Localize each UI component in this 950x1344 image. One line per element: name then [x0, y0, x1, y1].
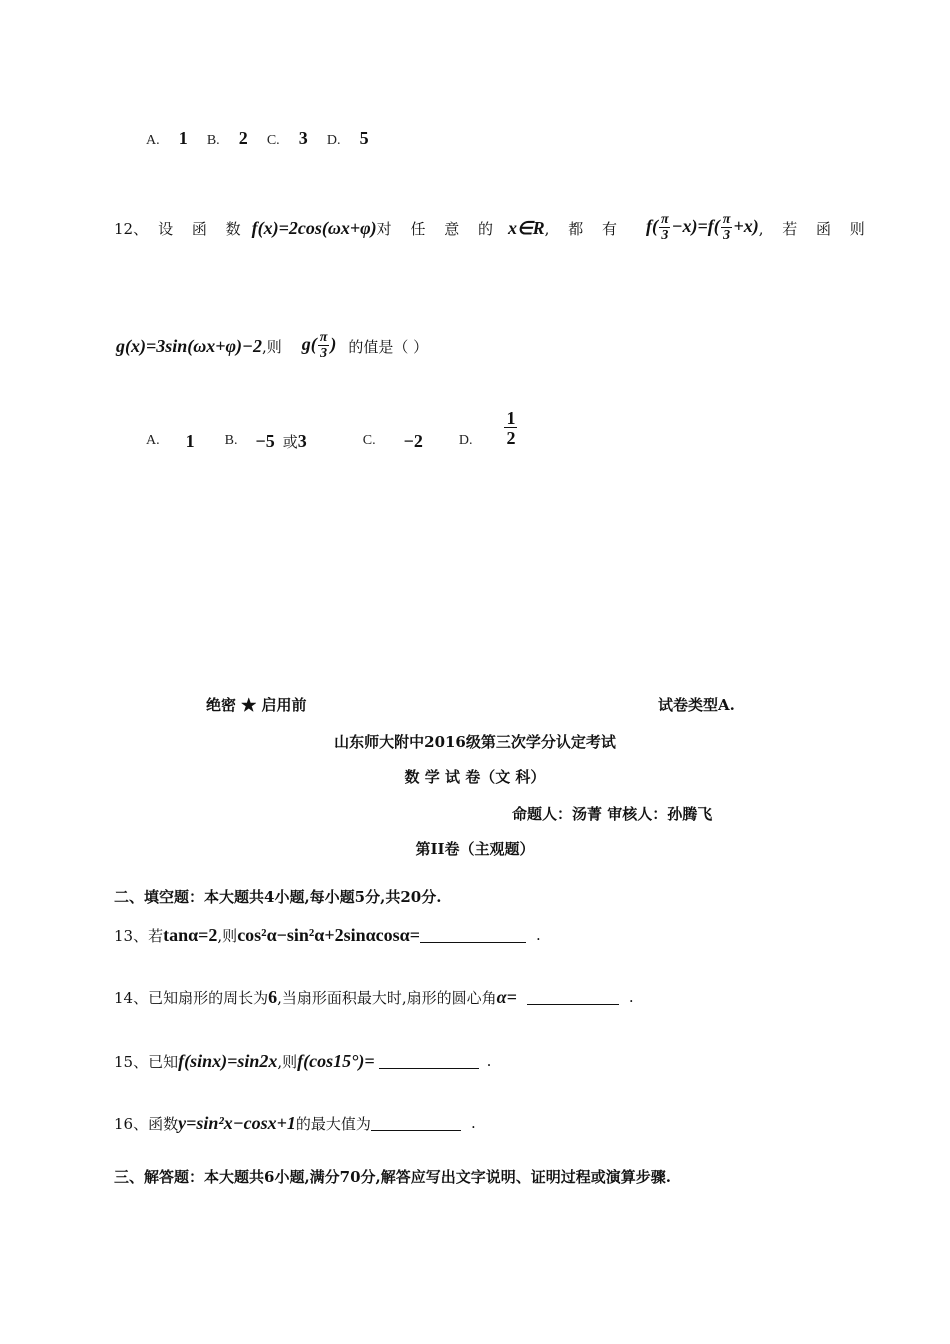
q13-mid: ,则: [217, 926, 238, 945]
q14-prefix: 14、已知扇形的周长为: [114, 988, 269, 1007]
q16: [114, 1108, 476, 1138]
q16-prefix: 16、函数: [114, 1114, 179, 1133]
q15-end: .: [486, 1052, 492, 1070]
q13-expression: cos²α−sin²α+2sinαcosα=: [237, 924, 420, 945]
q12-options: [146, 408, 518, 458]
q12-option-c-value: −2: [403, 430, 423, 451]
q12-function-g: g(x)=3sin(ωx+φ)−2: [116, 335, 262, 356]
q11-option-c-letter: C.: [266, 133, 280, 148]
q12-x-in-r: x∈R: [507, 217, 545, 238]
q12-option-d-letter: D.: [458, 433, 473, 448]
q14: [114, 984, 634, 1010]
exam-subject: 数 学 试 卷（文 科）: [404, 768, 546, 786]
q12-line-2: [116, 324, 428, 368]
q12-text-5: ,则: [261, 337, 282, 356]
q12-function-f: f(x)=2cos(ωx+φ): [251, 217, 377, 238]
q12-cond-left: f(: [645, 216, 658, 237]
paper-part: 第II卷（主观题）: [415, 840, 535, 858]
paper-type: 试卷类型A.: [658, 696, 735, 714]
q12-option-b-value: −5: [255, 430, 275, 451]
q11-option-a-letter: A.: [146, 133, 160, 148]
q11-option-a-value: 1: [178, 128, 188, 148]
pi-numerator: π: [660, 212, 669, 227]
q12-text-3: , 都 有: [544, 219, 624, 238]
exam-authors: 命题人：汤菁 审核人：孙腾飞: [512, 805, 713, 823]
q12-frac-pi-3-c: [318, 331, 330, 361]
section-2-heading: 二、填空题：本大题共4小题,每小题5分,共20分.: [114, 888, 442, 906]
q15-condition: f(sinx)=sin2x: [178, 1050, 278, 1071]
fraction-denominator: 2: [506, 428, 516, 448]
q11-option-d-letter: D.: [326, 133, 341, 148]
q12-option-a-value: 1: [185, 430, 195, 451]
q12-option-c-letter: C.: [362, 433, 376, 448]
section-3-heading: 三、解答题：本大题共6小题,满分70分,解答应写出文字说明、证明过程或演算步骤.: [114, 1168, 671, 1186]
q12-g-at: g(: [301, 334, 317, 355]
three-denominator: 3: [723, 228, 731, 243]
pi-numerator: π: [722, 212, 731, 227]
pi-numerator: π: [319, 330, 328, 345]
three-denominator: 3: [320, 346, 328, 361]
q12-cond-mid: −x)=f(: [671, 216, 720, 237]
q12-text-1: 设 函 数: [158, 219, 248, 238]
q15-mid: ,则: [277, 1052, 298, 1071]
q12-option-b-letter: B.: [224, 433, 238, 448]
q16-answer-blank[interactable]: [371, 1116, 461, 1131]
q13: [114, 922, 541, 948]
q14-answer-blank[interactable]: [527, 990, 619, 1005]
q16-function: y=sin²x−cosx+1: [178, 1112, 296, 1133]
q12-frac-pi-3-a: [659, 213, 671, 243]
q13-prefix: 13、若: [114, 926, 164, 945]
q12-frac-pi-3-b: [721, 213, 733, 243]
q16-mid: 的最大值为: [295, 1114, 371, 1133]
q15: [114, 1046, 491, 1076]
q14-end: .: [628, 988, 634, 1006]
q14-alpha: α=: [496, 986, 517, 1007]
three-denominator: 3: [661, 228, 669, 243]
confidential-label: 绝密 ★ 启用前: [206, 696, 307, 714]
q12-option-b-extra: 3: [297, 430, 307, 451]
q11-option-b-value: 2: [238, 128, 248, 148]
q12-text-6: 的值是（ ）: [348, 337, 429, 356]
q16-end: .: [470, 1114, 476, 1132]
q12-number: 12、: [114, 219, 149, 238]
q11-option-d-value: 5: [359, 128, 369, 148]
q12-option-a-letter: A.: [146, 433, 160, 448]
q11-option-b-letter: B.: [206, 133, 220, 148]
fraction-numerator: 1: [506, 408, 516, 428]
q15-expression: f(cos15°)=: [297, 1050, 375, 1071]
q13-condition: tanα=2: [163, 924, 218, 945]
exam-title: 山东师大附中2016级第三次学分认定考试: [334, 733, 616, 751]
q15-answer-blank[interactable]: [379, 1054, 479, 1069]
q13-answer-blank[interactable]: [420, 928, 526, 943]
q14-perimeter: 6: [268, 986, 278, 1007]
q12-option-d-fraction: [504, 409, 517, 447]
q15-prefix: 15、已知: [114, 1052, 179, 1071]
q13-end: .: [535, 926, 541, 944]
q14-mid: ,当扇形面积最大时,扇形的圆心角: [277, 988, 497, 1007]
q12-g-pi-3: [302, 331, 337, 361]
q12-option-b-suffix: 或: [282, 432, 298, 451]
q12-condition: [646, 213, 759, 243]
q11-options: [146, 128, 369, 149]
q12-line-1: [114, 204, 872, 252]
q11-option-c-value: 3: [298, 128, 308, 148]
q12-text-2: 对 任 意 的: [376, 219, 500, 238]
q12-cond-right: +x): [733, 216, 759, 237]
q12-g-close: ): [330, 334, 337, 355]
q12-text-4: , 若 函 则: [758, 219, 872, 238]
